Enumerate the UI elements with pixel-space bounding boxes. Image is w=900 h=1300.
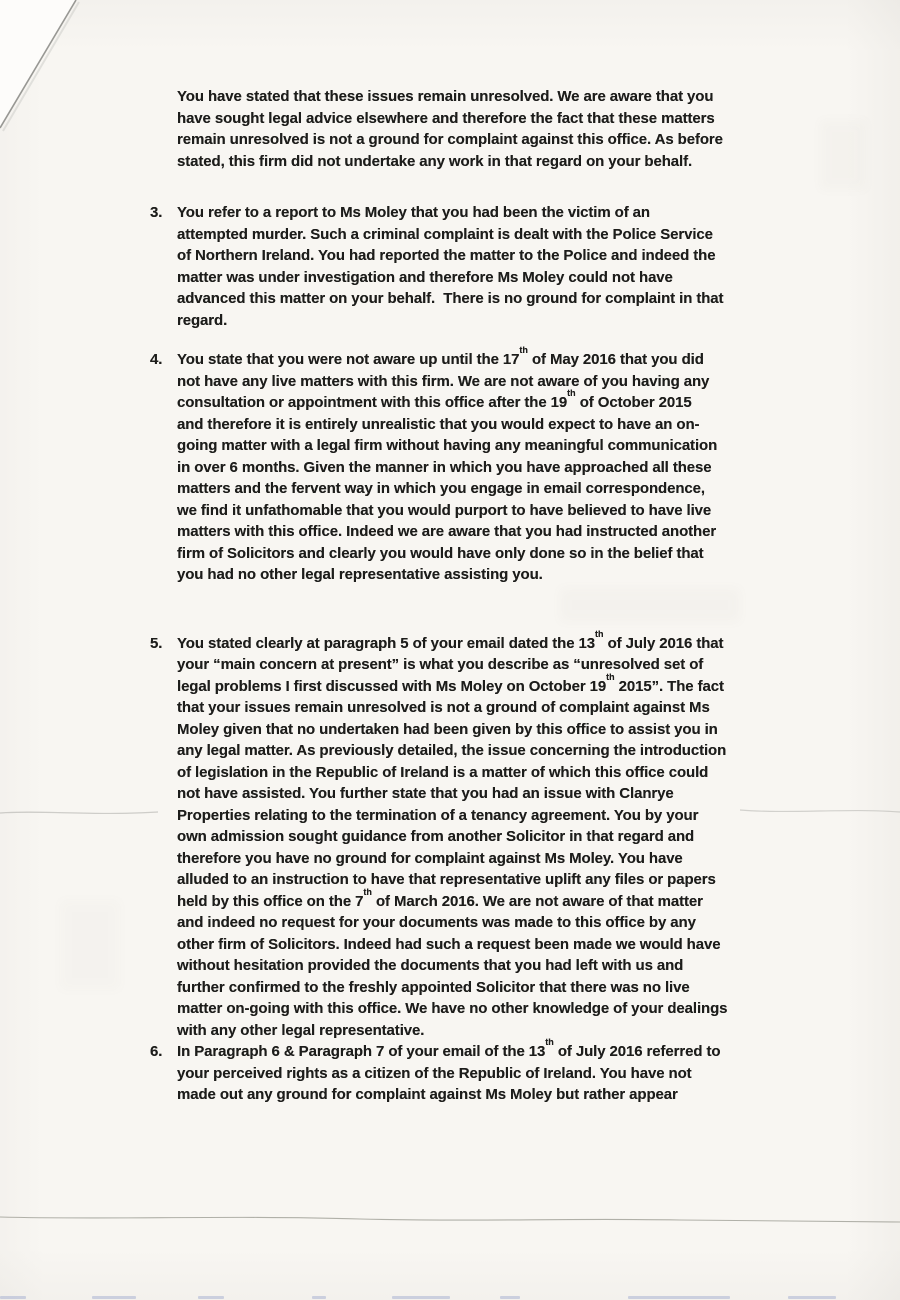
text-line: that your issues remain unresolved is not a ground of complaint against Ms — [177, 699, 710, 716]
text-line: Moley given that no undertaken had been given by this office to assist you in — [177, 720, 718, 738]
item-4 — [150, 345, 840, 586]
text-line: own admission sought guidance from another Solicitor in that regard and — [177, 828, 695, 845]
scanner-edge-mark — [198, 1296, 224, 1299]
ordinal-superscript: th — [567, 388, 576, 398]
scanner-edge-mark — [0, 1296, 26, 1299]
paragraph-text — [177, 345, 840, 586]
list-number: 4. — [150, 351, 163, 368]
text-line: other firm of Solicitors. Indeed had such a request been made we would have — [177, 935, 721, 953]
text-line: therefore you have no ground for complaint against Ms Moley. You have — [177, 849, 683, 867]
text-line: made out any ground for complaint against Ms Moley but rather appear — [177, 1086, 678, 1103]
text-line: matter on-going with this office. We have no other knowledge of your dealings — [177, 1000, 728, 1017]
text-line: stated, this firm did not undertake any work in that regard on your behalf. — [177, 152, 693, 170]
text-line: held by this office on the 7th of March 2016. We are not aware of that matter — [177, 886, 703, 910]
text-line: not have any live matters with this firm. We are not aware of you having any — [177, 372, 710, 390]
ordinal-superscript: th — [519, 345, 528, 355]
text-line: remain unresolved is not a ground for complaint against this office. As before — [177, 131, 723, 148]
ordinal-superscript: th — [606, 671, 615, 682]
text-line: not have assisted. You further state that you had an issue with Clanrye — [177, 785, 674, 802]
letter-body — [150, 86, 840, 1106]
text-line: Properties relating to the termination of a tenancy agreement. You by your — [177, 806, 699, 824]
text-line: regard. — [177, 311, 228, 329]
text-line: any legal matter. As previously detailed, the issue concerning the introduction — [177, 742, 727, 759]
text-line: consultation or appointment with this office after the 19th of October 2015 — [177, 388, 692, 411]
item-3 — [150, 202, 840, 331]
item-5 — [150, 628, 840, 1042]
text-line: further confirmed to the freshly appointed Solicitor that there was no live — [177, 978, 690, 996]
text-line: matters and the fervent way in which you engage in email correspondence, — [177, 480, 705, 497]
scanner-edge-mark — [628, 1296, 730, 1299]
scanner-edge-mark — [312, 1296, 326, 1299]
corner-fold-crease — [0, 0, 130, 160]
scanner-edge-mark — [500, 1296, 520, 1299]
text-line: advanced this matter on your behalf. There is no ground for complaint in that — [177, 290, 724, 307]
text-line: alluded to an instruction to have that representative uplift any files or papers — [177, 871, 716, 888]
ordinal-superscript: th — [545, 1037, 554, 1047]
paragraph-text — [177, 202, 840, 331]
intro-paragraph — [150, 86, 840, 172]
text-line: You stated clearly at paragraph 5 of your email dated the 13th of July 2016 that — [177, 628, 724, 652]
text-line: matters with this office. Indeed we are aware that you had instructed another — [177, 523, 717, 540]
text-line: without hesitation provided the documents that you had left with us and — [177, 957, 684, 974]
text-line: In Paragraph 6 & Paragraph 7 of your email of the 13th of July 2016 referred to — [177, 1037, 721, 1060]
text-line: going matter with a legal firm without having any meaningful communication — [177, 437, 718, 454]
text-line: of legislation in the Republic of Ireland is a matter of which this office could — [177, 763, 709, 781]
item-6 — [150, 1037, 840, 1106]
text-line: You state that you were not aware up until the 17th of May 2016 that you did — [177, 345, 704, 368]
scanner-edge-mark — [392, 1296, 450, 1299]
paragraph-text — [177, 86, 840, 172]
scanner-edge-mark — [788, 1296, 836, 1299]
text-line: we find it unfathomable that you would purport to have believed to have live — [177, 501, 712, 519]
list-number: 6. — [150, 1043, 163, 1060]
text-line: firm of Solicitors and clearly you would have only done so in the belief that — [177, 544, 704, 562]
text-line: of Northern Ireland. You had reported the matter to the Police and indeed the — [177, 247, 716, 264]
text-line: and indeed no request for your documents was made to this office by any — [177, 914, 696, 931]
text-line: and therefore it is entirely unrealistic that you would expect to have an on- — [177, 415, 700, 433]
scanner-edge-mark — [92, 1296, 136, 1299]
text-line: You refer to a report to Ms Moley that you had been the victim of an — [177, 204, 650, 221]
text-line: your perceived rights as a citizen of the Republic of Ireland. You have not — [177, 1064, 692, 1082]
bottom-crease-line — [0, 1208, 900, 1232]
text-line: matter was under investigation and therefore Ms Moley could not have — [177, 268, 673, 286]
text-line: You have stated that these issues remain unresolved. We are aware that you — [177, 88, 714, 105]
text-line: legal problems I first discussed with Ms Moley on October 19th 2015”. The fact — [177, 671, 724, 695]
ordinal-superscript: th — [363, 886, 372, 897]
paragraph-text — [177, 628, 840, 1042]
list-number: 3. — [150, 204, 163, 221]
text-line: attempted murder. Such a criminal complaint is dealt with the Police Service — [177, 225, 713, 243]
list-number: 5. — [150, 634, 163, 652]
text-line: in over 6 months. Given the manner in which you have approached all these — [177, 458, 712, 476]
text-line: your “main concern at present” is what you describe as “unresolved set of — [177, 656, 704, 673]
text-line: have sought legal advice elsewhere and therefore the fact that these matters — [177, 109, 715, 127]
text-line: you had no other legal representative assisting you. — [177, 566, 543, 583]
ordinal-superscript: th — [595, 628, 604, 639]
paragraph-text — [177, 1037, 840, 1106]
scan-smudge — [60, 900, 120, 990]
text-line: with any other legal representative. — [177, 1021, 425, 1039]
